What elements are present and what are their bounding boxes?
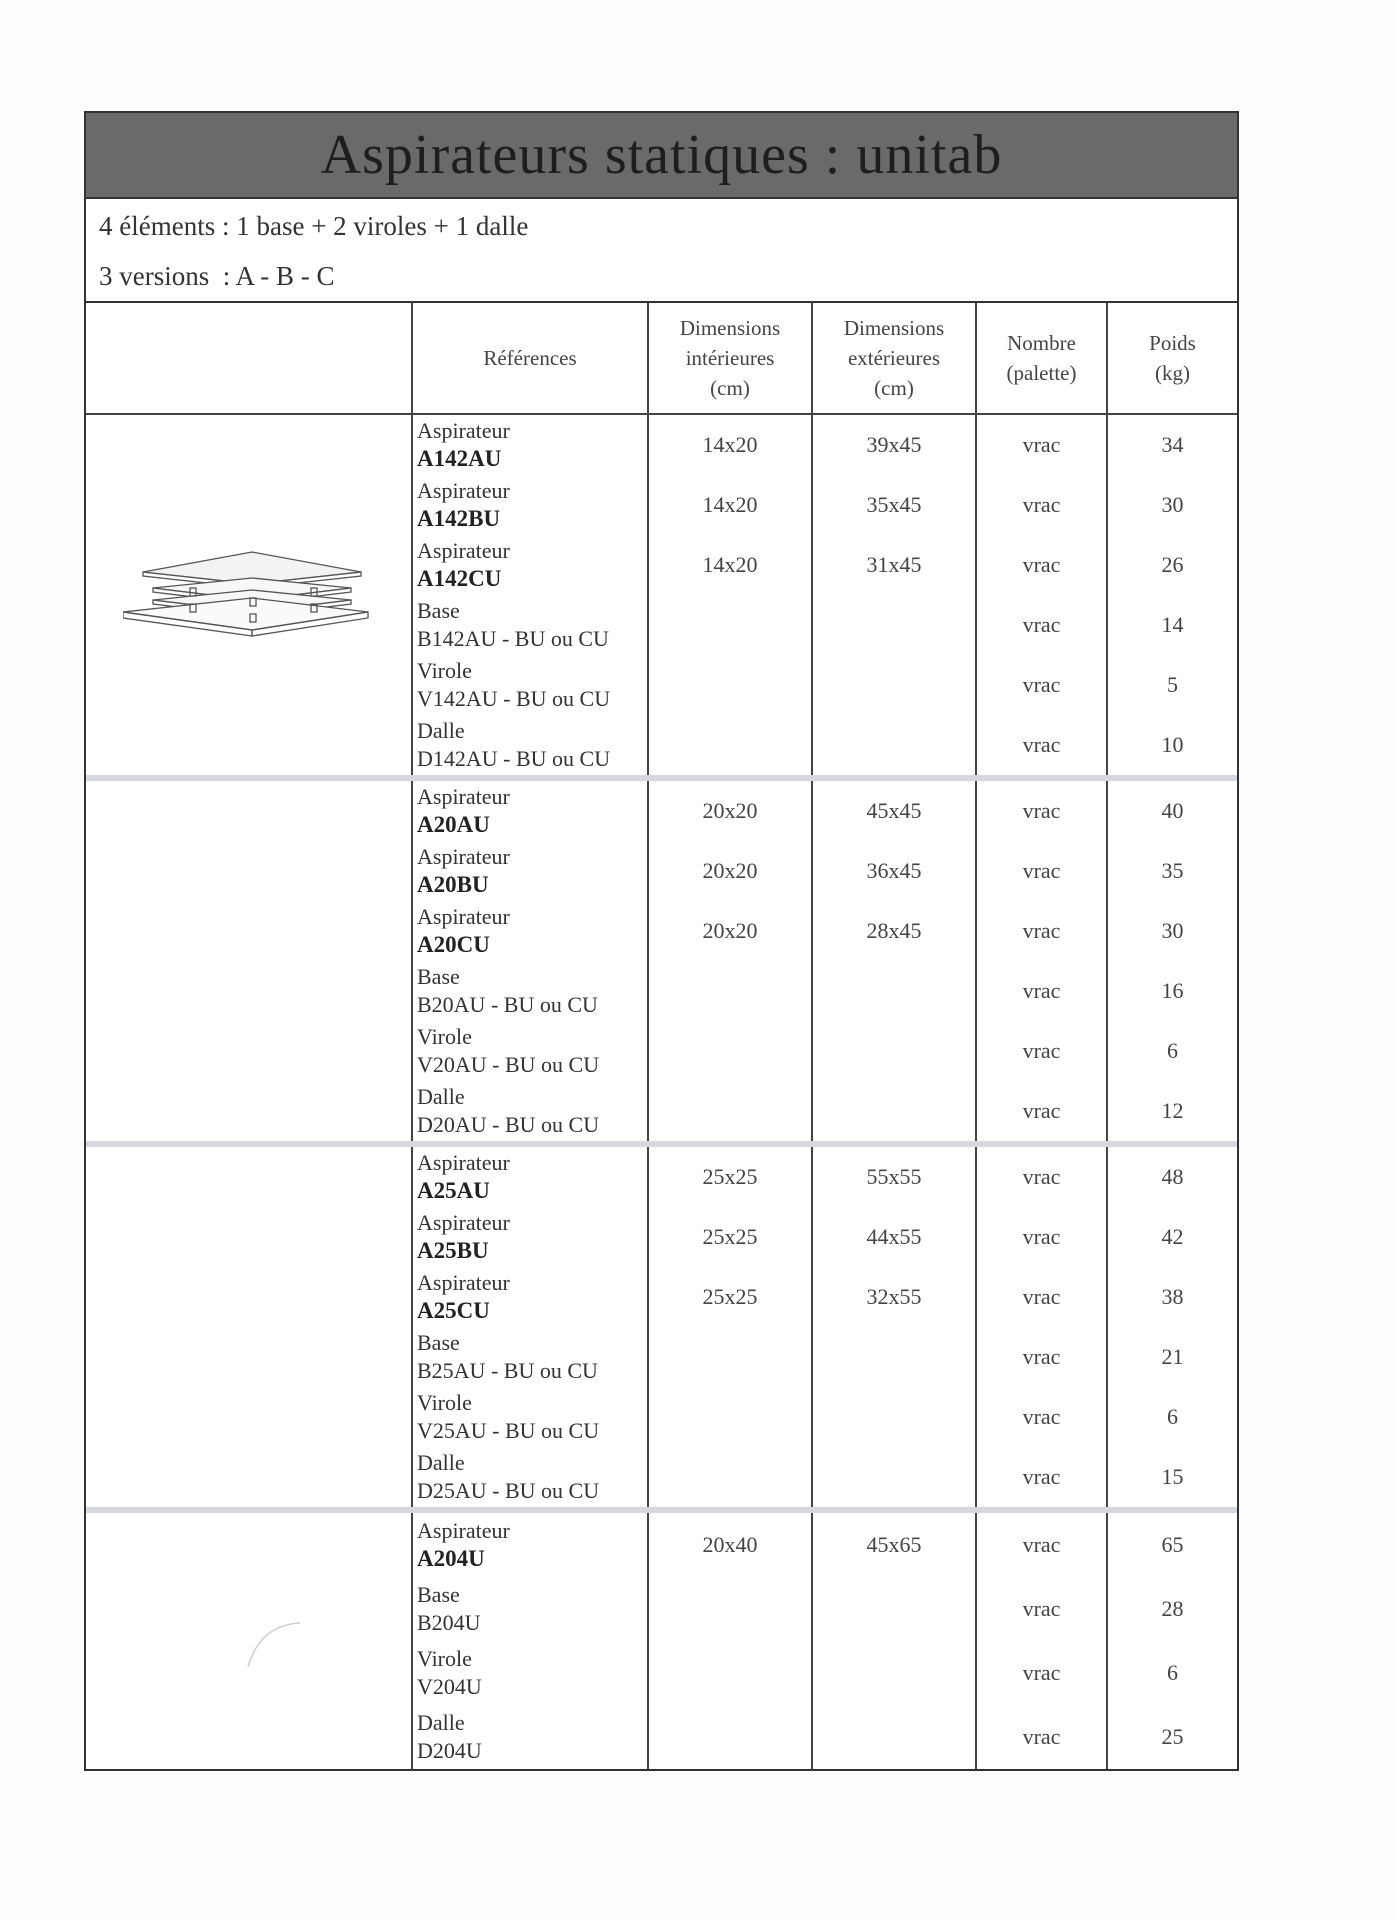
- poids-value: 14: [1161, 612, 1184, 637]
- dim-int-value: 20x40: [702, 1532, 758, 1557]
- dim-ext-value: 32x55: [866, 1284, 922, 1309]
- reference-item: [417, 1577, 647, 1641]
- product-sheet: [84, 111, 1239, 1771]
- dim-int-value: 14x20: [702, 432, 758, 457]
- intro-elements-line: 4 éléments : 1 base + 2 viroles + 1 dalle: [99, 211, 529, 241]
- reference-item: [417, 1387, 647, 1447]
- poids-value: 38: [1161, 1284, 1184, 1309]
- reference-type: Base: [417, 1582, 460, 1607]
- reference-type: Virole: [417, 1390, 472, 1415]
- reference-code: A25CU: [417, 1298, 490, 1323]
- header-references: Références: [412, 303, 648, 414]
- reference-type: Aspirateur: [417, 538, 510, 563]
- reference-type: Virole: [417, 1646, 472, 1671]
- header-image: [86, 303, 412, 414]
- reference-code: V25AU - BU ou CU: [417, 1418, 600, 1443]
- references-cell: [412, 1144, 648, 1510]
- header-nombre-line: (palette): [1006, 361, 1077, 385]
- nombre-value: vrac: [1022, 1098, 1061, 1123]
- dim-ext-value: 45x45: [866, 798, 922, 823]
- reference-type: Aspirateur: [417, 1518, 510, 1543]
- reference-type: Virole: [417, 658, 472, 683]
- reference-item: [417, 901, 647, 961]
- reference-type: Aspirateur: [417, 904, 510, 929]
- stacked-chimney-cap-icon: [123, 550, 373, 660]
- reference-item: [417, 1207, 647, 1267]
- poids-value: 25: [1161, 1724, 1184, 1749]
- scan-mark: [240, 1615, 310, 1675]
- dim-ext-value: 36x45: [866, 858, 922, 883]
- dim-int-cell: [648, 1144, 812, 1510]
- dim-ext-value: [813, 1447, 975, 1507]
- reference-code: A204U: [417, 1546, 485, 1571]
- nombre-value: vrac: [1022, 1038, 1061, 1063]
- poids-value: 30: [1161, 492, 1184, 517]
- dim-int-value: [649, 715, 811, 775]
- table-header-row: [86, 303, 1237, 414]
- header-poids-line: (kg): [1155, 361, 1190, 385]
- dim-ext-value: [813, 1577, 975, 1641]
- reference-type: Aspirateur: [417, 1270, 510, 1295]
- reference-item: [417, 1081, 647, 1141]
- reference-code: B204U: [417, 1610, 481, 1635]
- reference-type: Base: [417, 964, 460, 989]
- reference-code: A20AU: [417, 812, 490, 837]
- poids-value: 10: [1161, 732, 1184, 757]
- poids-value: 15: [1161, 1464, 1184, 1489]
- nombre-value: vrac: [1022, 612, 1061, 637]
- dim-int-value: [649, 961, 811, 1021]
- group-image-cell: [86, 778, 412, 1144]
- poids-value: 42: [1161, 1224, 1184, 1249]
- dim-int-value: [649, 1447, 811, 1507]
- reference-item: [417, 1021, 647, 1081]
- dim-int-value: [649, 1081, 811, 1141]
- dim-int-value: [649, 1327, 811, 1387]
- reference-type: Dalle: [417, 718, 465, 743]
- reference-code: B20AU - BU ou CU: [417, 992, 598, 1017]
- reference-item: [417, 1447, 647, 1507]
- poids-cell: [1107, 1510, 1237, 1769]
- dim-ext-cell: [812, 778, 976, 1144]
- references-cell: [412, 1510, 648, 1769]
- reference-code: A20CU: [417, 932, 490, 957]
- reference-type: Dalle: [417, 1450, 465, 1475]
- dim-ext-value: [813, 1641, 975, 1705]
- header-dim-int: [648, 303, 812, 414]
- nombre-value: vrac: [1022, 1532, 1061, 1557]
- dim-int-value: [649, 1021, 811, 1081]
- nombre-value: vrac: [1022, 1724, 1061, 1749]
- poids-value: 34: [1161, 432, 1184, 457]
- reference-type: Dalle: [417, 1084, 465, 1109]
- product-group: [86, 778, 1237, 1144]
- header-dim-int-line: (cm): [710, 376, 750, 400]
- page-title: Aspirateurs statiques : unitab: [320, 124, 1003, 186]
- reference-type: Aspirateur: [417, 478, 510, 503]
- poids-cell: [1107, 1144, 1237, 1510]
- dim-ext-value: [813, 595, 975, 655]
- nombre-value: vrac: [1022, 1464, 1061, 1489]
- nombre-cell: [976, 1510, 1107, 1769]
- reference-code: A142CU: [417, 566, 502, 591]
- dim-int-cell: [648, 778, 812, 1144]
- nombre-value: vrac: [1022, 858, 1061, 883]
- nombre-value: vrac: [1022, 1164, 1061, 1189]
- poids-value: 6: [1167, 1404, 1178, 1429]
- reference-code: D25AU - BU ou CU: [417, 1478, 600, 1503]
- nombre-value: vrac: [1022, 918, 1061, 943]
- reference-item: [417, 715, 647, 775]
- reference-item: [417, 415, 647, 475]
- nombre-value: vrac: [1022, 732, 1061, 757]
- nombre-value: vrac: [1022, 978, 1061, 1003]
- reference-code: D20AU - BU ou CU: [417, 1112, 600, 1137]
- header-dim-ext: [812, 303, 976, 414]
- reference-code: A20BU: [417, 872, 489, 897]
- dim-ext-value: [813, 1081, 975, 1141]
- reference-code: A25BU: [417, 1238, 489, 1263]
- intro-versions-line: 3 versions : A - B - C: [99, 261, 335, 291]
- reference-type: Aspirateur: [417, 1210, 510, 1235]
- dim-int-value: 14x20: [702, 492, 758, 517]
- poids-value: 5: [1167, 672, 1178, 697]
- poids-cell: [1107, 414, 1237, 778]
- reference-code: B25AU - BU ou CU: [417, 1358, 598, 1383]
- dim-ext-cell: [812, 1510, 976, 1769]
- dim-ext-value: [813, 715, 975, 775]
- product-table: [86, 303, 1237, 1769]
- dim-int-value: 25x25: [702, 1164, 758, 1189]
- nombre-value: vrac: [1022, 1284, 1061, 1309]
- dim-ext-value: 55x55: [866, 1164, 922, 1189]
- references-cell: [412, 414, 648, 778]
- reference-type: Aspirateur: [417, 844, 510, 869]
- reference-code: V20AU - BU ou CU: [417, 1052, 600, 1077]
- reference-code: V142AU - BU ou CU: [417, 686, 611, 711]
- dim-int-value: 14x20: [702, 552, 758, 577]
- dim-int-value: [649, 595, 811, 655]
- nombre-value: vrac: [1022, 492, 1061, 517]
- dim-int-value: 25x25: [702, 1284, 758, 1309]
- reference-type: Base: [417, 598, 460, 623]
- dim-ext-value: 35x45: [866, 492, 922, 517]
- poids-value: 65: [1161, 1532, 1184, 1557]
- dim-ext-value: 31x45: [866, 552, 922, 577]
- nombre-value: vrac: [1022, 552, 1061, 577]
- header-nombre-line: Nombre: [1007, 331, 1076, 355]
- nombre-value: vrac: [1022, 1344, 1061, 1369]
- dim-int-value: [649, 1577, 811, 1641]
- reference-type: Virole: [417, 1024, 472, 1049]
- reference-item: [417, 595, 647, 655]
- dim-ext-value: 44x55: [866, 1224, 922, 1249]
- dim-ext-value: [813, 1021, 975, 1081]
- reference-item: [417, 1641, 647, 1705]
- reference-code: A142BU: [417, 506, 501, 531]
- nombre-value: vrac: [1022, 1596, 1061, 1621]
- dim-ext-value: [813, 1327, 975, 1387]
- reference-type: Aspirateur: [417, 1150, 510, 1175]
- poids-value: 21: [1161, 1344, 1184, 1369]
- reference-type: Base: [417, 1330, 460, 1355]
- header-poids: [1107, 303, 1237, 414]
- nombre-value: vrac: [1022, 798, 1061, 823]
- dim-int-value: 20x20: [702, 858, 758, 883]
- reference-code: D142AU - BU ou CU: [417, 746, 611, 771]
- dim-int-cell: [648, 1510, 812, 1769]
- poids-value: 35: [1161, 858, 1184, 883]
- reference-item: [417, 841, 647, 901]
- dim-int-value: 25x25: [702, 1224, 758, 1249]
- header-dim-int-line: intérieures: [685, 346, 775, 370]
- reference-item: [417, 961, 647, 1021]
- reference-item: [417, 1705, 647, 1769]
- header-dim-ext-line: (cm): [874, 376, 914, 400]
- poids-value: 16: [1161, 978, 1184, 1003]
- nombre-value: vrac: [1022, 1404, 1061, 1429]
- dim-ext-value: 28x45: [866, 918, 922, 943]
- product-group: [86, 414, 1237, 778]
- nombre-cell: [976, 778, 1107, 1144]
- dim-ext-value: 39x45: [866, 432, 922, 457]
- reference-item: [417, 475, 647, 535]
- group-image-cell: [86, 1144, 412, 1510]
- nombre-value: vrac: [1022, 432, 1061, 457]
- dim-int-value: [649, 1705, 811, 1769]
- dim-int-value: [649, 1641, 811, 1705]
- reference-code: V204U: [417, 1674, 482, 1699]
- reference-item: [417, 535, 647, 595]
- reference-item: [417, 1327, 647, 1387]
- reference-code: A142AU: [417, 446, 502, 471]
- poids-value: 6: [1167, 1038, 1178, 1063]
- reference-type: Aspirateur: [417, 784, 510, 809]
- header-dim-ext-line: Dimensions: [843, 316, 945, 340]
- dim-ext-value: [813, 655, 975, 715]
- poids-value: 28: [1161, 1596, 1184, 1621]
- dim-int-value: 20x20: [702, 798, 758, 823]
- header-dim-ext-line: extérieures: [847, 346, 941, 370]
- dim-ext-value: [813, 1387, 975, 1447]
- product-group: [86, 1144, 1237, 1510]
- dim-ext-cell: [812, 414, 976, 778]
- poids-value: 30: [1161, 918, 1184, 943]
- nombre-value: vrac: [1022, 672, 1061, 697]
- poids-cell: [1107, 778, 1237, 1144]
- poids-value: 40: [1161, 798, 1184, 823]
- poids-value: 12: [1161, 1098, 1184, 1123]
- dim-ext-value: 45x65: [866, 1532, 922, 1557]
- reference-code: A25AU: [417, 1178, 490, 1203]
- reference-item: [417, 1267, 647, 1327]
- reference-type: Aspirateur: [417, 418, 510, 443]
- dim-ext-cell: [812, 1144, 976, 1510]
- dim-ext-value: [813, 1705, 975, 1769]
- reference-item: [417, 1513, 647, 1577]
- nombre-cell: [976, 414, 1107, 778]
- reference-item: [417, 655, 647, 715]
- nombre-value: vrac: [1022, 1660, 1061, 1685]
- poids-value: 6: [1167, 1660, 1178, 1685]
- dim-ext-value: [813, 961, 975, 1021]
- dim-int-cell: [648, 414, 812, 778]
- reference-type: Dalle: [417, 1710, 465, 1735]
- nombre-cell: [976, 1144, 1107, 1510]
- reference-item: [417, 1147, 647, 1207]
- dim-int-value: 20x20: [702, 918, 758, 943]
- group-image-cell: [86, 414, 412, 778]
- header-dim-int-line: Dimensions: [679, 316, 781, 340]
- dim-int-value: [649, 655, 811, 715]
- reference-item: [417, 781, 647, 841]
- poids-value: 26: [1161, 552, 1184, 577]
- header-poids-line: Poids: [1149, 331, 1196, 355]
- intro-section: [86, 199, 1237, 303]
- nombre-value: vrac: [1022, 1224, 1061, 1249]
- reference-code: B142AU - BU ou CU: [417, 626, 609, 651]
- header-nombre: [976, 303, 1107, 414]
- dim-int-value: [649, 1387, 811, 1447]
- reference-code: D204U: [417, 1738, 482, 1763]
- title-bar: [86, 113, 1237, 199]
- references-cell: [412, 778, 648, 1144]
- poids-value: 48: [1161, 1164, 1184, 1189]
